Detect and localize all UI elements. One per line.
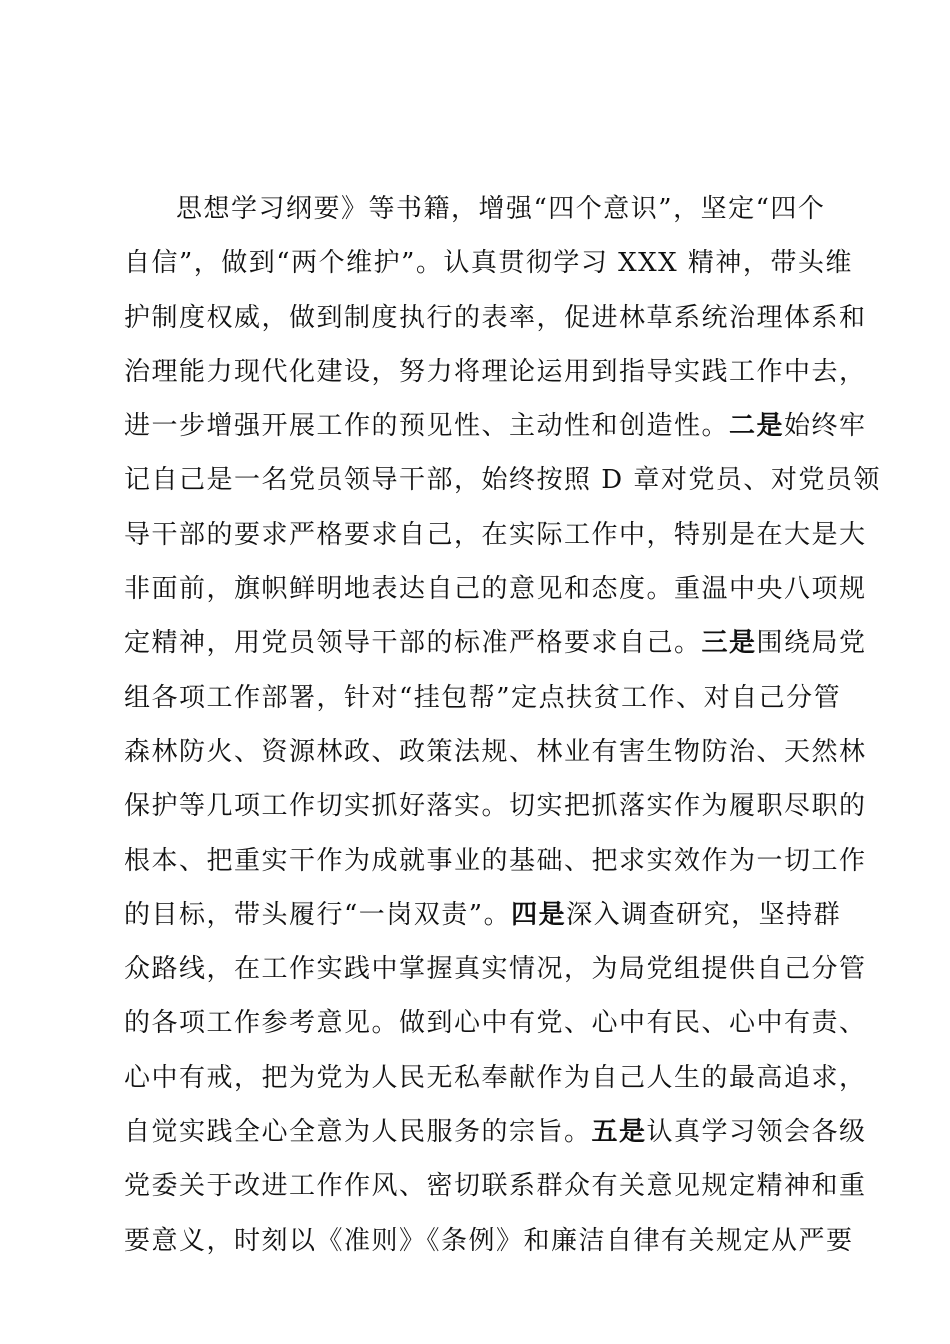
text-line (124, 725, 867, 779)
section-marker: 五是 (591, 1117, 647, 1148)
text-run: 护制度权威，做到制度执行的表率，促进林草系统治理体系和 (124, 302, 867, 333)
text-line (124, 453, 881, 507)
text-line (124, 236, 853, 290)
text-line (124, 508, 867, 562)
text-run: 组各项工作部署，针对“挂包帮”定点扶贫工作、对自己分管 (124, 682, 842, 713)
text-run: 心中有戒，把为党为人民无私奉献作为自己人生的最高追求， (124, 1062, 867, 1093)
text-run: 自信”，做到“两个维护”。认真贯彻学习 XXX 精神，带头维 (124, 248, 853, 279)
section-marker: 三是 (701, 628, 757, 659)
text-line (124, 1105, 867, 1159)
text-run: 治理能力现代化建设，努力将理论运用到指导实践工作中去， (124, 356, 867, 387)
text-line (124, 671, 842, 725)
text-line (124, 888, 842, 942)
text-line (124, 834, 867, 888)
text-run: 认真学习领会各级 (646, 1117, 867, 1148)
text-run: 深入调查研究，坚持群 (566, 899, 842, 930)
text-run: 保护等几项工作切实抓好落实。切实把抓落实作为履职尽职的 (124, 791, 867, 822)
text-line (124, 1214, 854, 1268)
text-line (124, 779, 867, 833)
text-line (124, 616, 867, 670)
text-line (124, 345, 867, 399)
text-run: 定精神，用党员领导干部的标准严格要求自己。 (124, 628, 702, 659)
text-run: 记自己是一名党员领导干部，始终按照 D 章对党员、对党员领 (124, 465, 881, 496)
text-line (124, 399, 867, 453)
text-run: 围绕局党 (756, 628, 867, 659)
text-run: 思想学习纲要》等书籍，增强“四个意识”，坚定“四个 (176, 194, 826, 224)
section-marker: 二是 (729, 411, 785, 442)
text-run: 进一步增强开展工作的预见性、主动性和创造性。 (124, 411, 730, 442)
text-run: 自觉实践全心全意为人民服务的宗旨。 (124, 1117, 592, 1148)
text-line (124, 1051, 867, 1105)
text-line (124, 291, 867, 345)
body-paragraph (124, 182, 881, 1268)
text-run: 非面前，旗帜鲜明地表达自己的意见和态度。重温中央八项规 (124, 574, 867, 605)
text-run: 森林防火、资源林政、政策法规、林业有害生物防治、天然林 (124, 736, 867, 767)
text-line (124, 1159, 867, 1213)
text-run: 始终牢 (784, 411, 867, 442)
text-line (124, 562, 867, 616)
text-run: 党委关于改进工作作风、密切联系群众有关意见规定精神和重 (124, 1171, 867, 1202)
text-run: 的各项工作参考意见。做到心中有党、心中有民、心中有责、 (124, 1008, 867, 1039)
text-run: 根本、把重实干作为成就事业的基础、把求实效作为一切工作 (124, 845, 867, 876)
text-run: 众路线，在工作实践中掌握真实情况，为局党组提供自己分管 (124, 954, 867, 985)
text-line (124, 996, 867, 1050)
text-run: 导干部的要求严格要求自己，在实际工作中，特别是在大是大 (124, 519, 867, 550)
text-run: 要意义，时刻以《准则》《条例》和廉洁自律有关规定从严要 (124, 1225, 854, 1256)
text-line (124, 182, 828, 236)
section-marker: 四是 (511, 899, 567, 930)
text-line (124, 942, 867, 996)
text-run: 的目标，带头履行“一岗双责”。 (124, 899, 512, 930)
